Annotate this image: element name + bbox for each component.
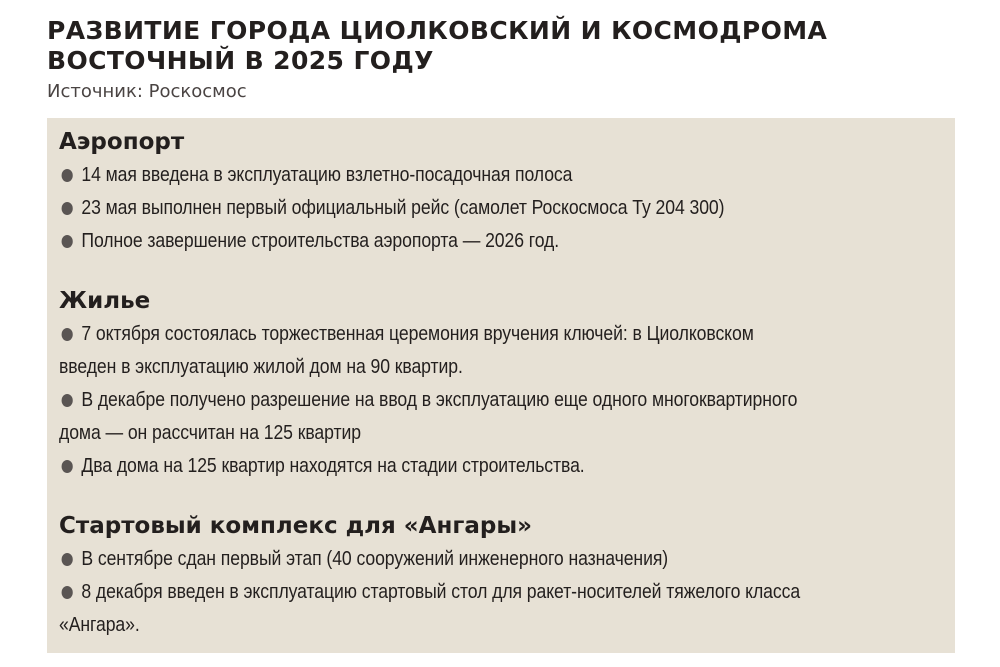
item-text-line-2: дома — он рассчитан на 125 квартир — [59, 421, 361, 444]
bullet-icon — [62, 586, 73, 599]
page-title-line-1: РАЗВИТИЕ ГОРОДА ЦИОЛКОВСКИЙ И КОСМОДРОМА — [47, 16, 828, 45]
section-title: Жилье — [59, 288, 151, 314]
item-text-line-1: 8 декабря введен в эксплуатацию стартовый стол для ракет-носителей тяжелого класса — [81, 580, 801, 603]
item-text: Два дома на 125 квартир находятся на стадии строительства. — [81, 454, 585, 477]
item-text: 23 мая выполнен первый официальный рейс (самолет Роскосмоса Ту 204 300) — [81, 196, 725, 219]
list-item — [59, 191, 953, 224]
bullet-icon — [62, 169, 73, 182]
list-item — [59, 449, 953, 482]
item-text: Полное завершение строительства аэропорта — 2026 год. — [81, 229, 560, 252]
section-airport — [59, 126, 943, 257]
item-text-line-2: «Ангара». — [59, 613, 140, 636]
page-title — [47, 16, 947, 76]
list-item — [59, 383, 953, 449]
list-item — [59, 575, 953, 641]
info-panel — [47, 118, 955, 653]
item-list — [59, 542, 943, 641]
item-text: В сентябре сдан первый этап (40 сооружений инженерного назначения) — [81, 547, 669, 570]
bullet-icon — [62, 235, 73, 248]
list-item — [59, 224, 953, 257]
bullet-icon — [62, 553, 73, 566]
item-text-line-2: введен в эксплуатацию жилой дом на 90 квартир. — [59, 355, 463, 378]
bullet-icon — [62, 460, 73, 473]
item-text-line-1: В декабре получено разрешение на ввод в эксплуатацию еще одного многоквартирного — [81, 388, 798, 411]
item-text: 14 мая введена в эксплуатацию взлетно-посадочная полоса — [81, 163, 573, 186]
list-item — [59, 542, 953, 575]
section-title: Стартовый комплекс для «Ангары» — [59, 513, 533, 539]
item-list — [59, 158, 943, 257]
bullet-icon — [62, 394, 73, 407]
bullet-icon — [62, 328, 73, 341]
item-list — [59, 317, 943, 482]
bullet-icon — [62, 202, 73, 215]
header — [47, 16, 947, 103]
list-item — [59, 317, 953, 383]
page-title-line-2: ВОСТОЧНЫЙ В 2025 ГОДУ — [47, 46, 434, 75]
source-line: Источник: Роскосмос — [47, 81, 247, 102]
section-launch-complex — [59, 510, 943, 641]
list-item — [59, 158, 953, 191]
item-text-line-1: 7 октября состоялась торжественная церемония вручения ключей: в Циолковском — [81, 322, 754, 345]
section-housing — [59, 285, 943, 482]
section-title: Аэропорт — [59, 129, 185, 155]
